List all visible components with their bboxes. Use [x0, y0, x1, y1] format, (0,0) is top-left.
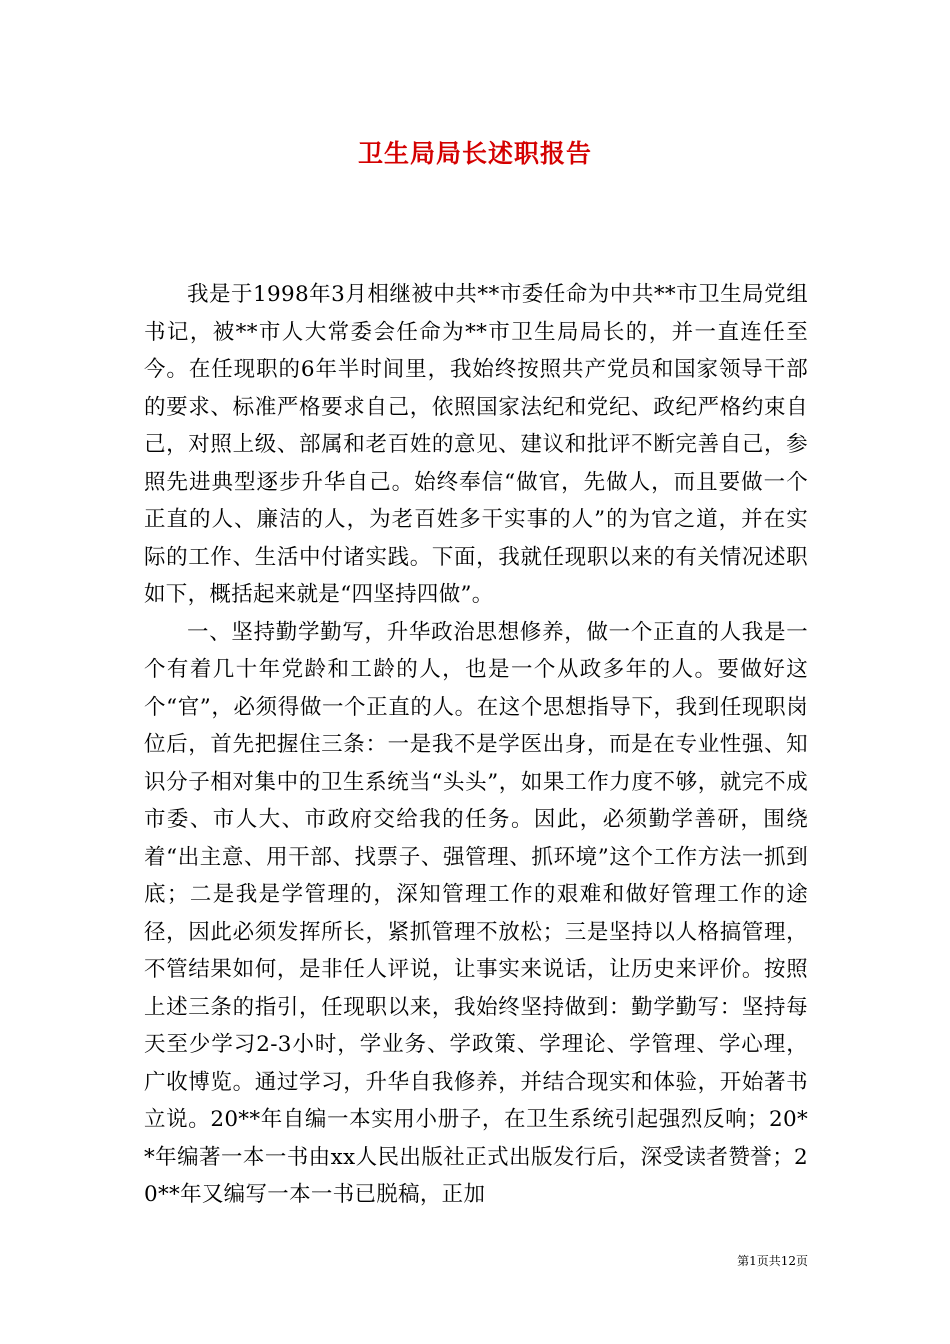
document-body — [144, 276, 808, 1214]
paragraph-section-one: 一、坚持勤学勤写，升华政治思想修养，做一个正直的人我是一个有着几十年党龄和工龄的人，也是一个从政多年的人。要做好这个“官”，必须得做一个正直的人。在这个思想指导下，我到任现职岗位后，首先把握住三条：一是我不是学医出身，而是在专业性强、知识分子相对集中的卫生系统当“头头”，如果工作力度不够，就完不成市委、市人大、市政府交给我的任务。因此，必须勤学善研，围绕着“出主意、用干部、找票子、强管理、抓环境”这个工作方法一抓到底；二是我是学管理的，深知管理工作的艰难和做好管理工作的途径，因此必须发挥所长，紧抓管理不放松；三是坚持以人格搞管理，不管结果如何，是非任人评说，让事实来说话，让历史来评价。按照上述三条的指引，任现职以来，我始终坚持做到：勤学勤写：坚持每天至少学习2-3小时，学业务、学政策、学理论、学管理、学心理，广收博览。通过学习，升华自我修养，并结合现实和体验，开始著书立说。20**年自编一本实用小册子，在卫生系统引起强烈反响；20**年编著一本一书由xx人民出版社正式出版发行后，深受读者赞誉；20**年又编写一本一书已脱稿，正加 — [144, 619, 808, 1207]
paragraph-intro: 我是于1998年3月相继被中共**市委任命为中共**市卫生局党组书记，被**市人大常委会任命为**市卫生局局长的，并一直连任至今。在任现职的6年半时间里，我始终按照共产党员和国家领导干部的要求、标准严格要求自己，依照国家法纪和党纪、政纪严格约束自己，对照上级、部属和老百姓的意见、建议和批评不断完善自己，参照先进典型逐步升华自己。始终奉信“做官，先做人，而且要做一个正直的人、廉洁的人，为老百姓多干实事的人”的为官之道，并在实际的工作、生活中付诸实践。下面，我就任现职以来的有关情况述职如下，概括起来就是“四坚持四做”。 — [144, 282, 808, 607]
page-title: 卫生局局长述职报告 — [357, 139, 592, 168]
page-number-footer: 第1页共12页 — [737, 1254, 808, 1268]
